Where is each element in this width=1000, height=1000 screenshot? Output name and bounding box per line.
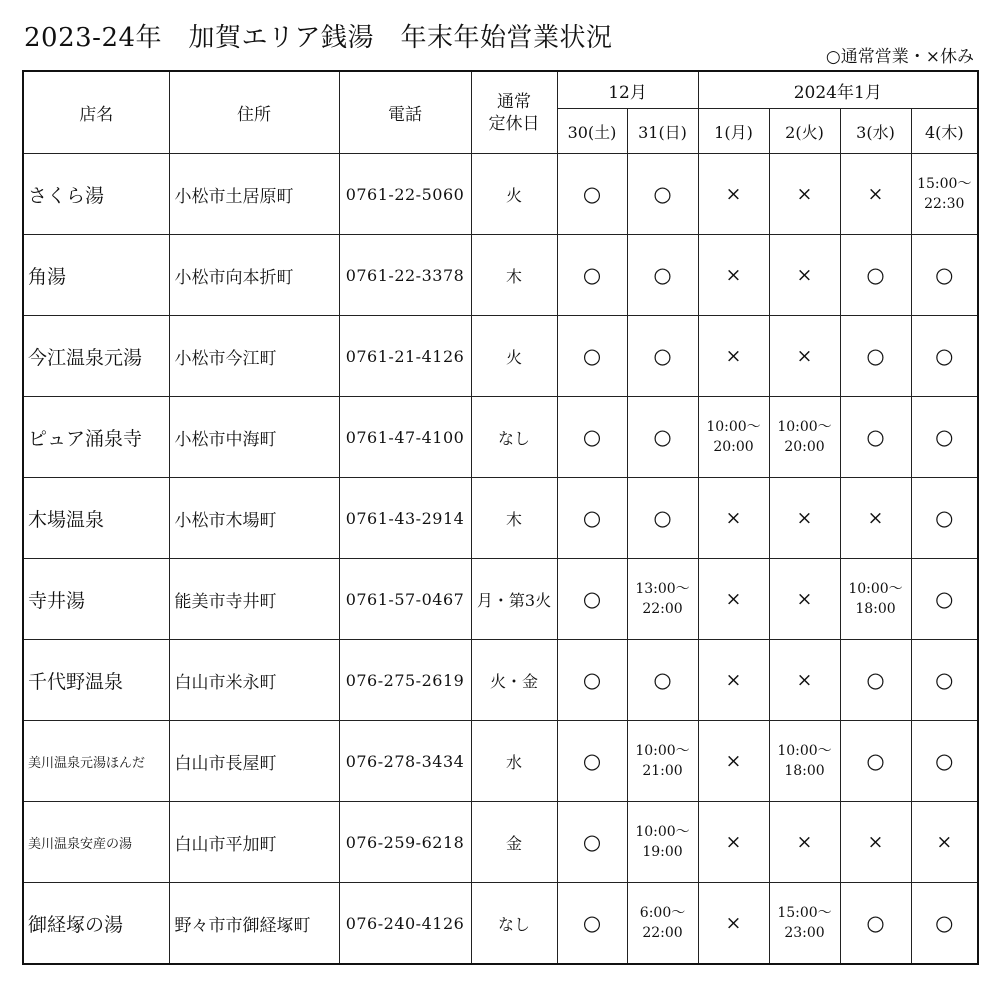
header-name: 店名 <box>23 71 169 154</box>
day-status: ○ <box>911 721 978 802</box>
day-status: ○ <box>627 235 698 316</box>
day-status: ○ <box>557 883 627 965</box>
day-status: × <box>698 316 769 397</box>
day-status: ○ <box>627 640 698 721</box>
day-status: 15:00～ 22:30 <box>911 154 978 235</box>
header-day: 4(木) <box>911 109 978 154</box>
day-status: ○ <box>840 316 911 397</box>
day-status: × <box>769 640 840 721</box>
day-status: ○ <box>840 721 911 802</box>
day-status: ○ <box>557 397 627 478</box>
day-status: 6:00～ 22:00 <box>627 883 698 965</box>
day-status: ○ <box>557 316 627 397</box>
shop-name: さくら湯 <box>23 154 169 235</box>
day-status: 15:00～ 23:00 <box>769 883 840 965</box>
regular-closed-day: 木 <box>471 235 557 316</box>
legend: ○通常営業・×休み <box>825 47 974 67</box>
shop-phone: 0761-43-2914 <box>339 478 471 559</box>
day-status: × <box>769 478 840 559</box>
header-address: 住所 <box>169 71 339 154</box>
day-status: ○ <box>840 397 911 478</box>
table-row <box>23 316 978 397</box>
day-status: × <box>911 802 978 883</box>
shop-phone: 076-240-4126 <box>339 883 471 965</box>
table-row <box>23 154 978 235</box>
day-status: ○ <box>557 478 627 559</box>
day-status: ○ <box>911 478 978 559</box>
shop-phone: 076-275-2619 <box>339 640 471 721</box>
header-day: 30(土) <box>557 109 627 154</box>
day-status: ○ <box>557 235 627 316</box>
table-body <box>23 154 978 965</box>
shop-name: 寺井湯 <box>23 559 169 640</box>
day-status: ○ <box>840 640 911 721</box>
day-status: 10:00～ 20:00 <box>769 397 840 478</box>
header-closed-line2: 定休日 <box>488 113 540 134</box>
day-status: × <box>840 154 911 235</box>
table-row <box>23 559 978 640</box>
table-row <box>23 397 978 478</box>
day-status: ○ <box>627 154 698 235</box>
day-status: ○ <box>627 397 698 478</box>
shop-address: 野々市市御経塚町 <box>169 883 339 965</box>
day-status: ○ <box>627 316 698 397</box>
regular-closed-day: 火 <box>471 154 557 235</box>
table-row <box>23 802 978 883</box>
day-status: ○ <box>911 235 978 316</box>
regular-closed-day: 木 <box>471 478 557 559</box>
day-status: × <box>840 478 911 559</box>
shop-phone: 076-278-3434 <box>339 721 471 802</box>
day-status: × <box>840 802 911 883</box>
day-status: × <box>698 883 769 965</box>
day-status: ○ <box>911 883 978 965</box>
table-row <box>23 640 978 721</box>
day-status: 10:00～ 18:00 <box>840 559 911 640</box>
shop-address: 小松市今江町 <box>169 316 339 397</box>
header-day: 1(月) <box>698 109 769 154</box>
shop-address: 白山市平加町 <box>169 802 339 883</box>
shop-name: 今江温泉元湯 <box>23 316 169 397</box>
shop-name: 美川温泉元湯ほんだ <box>23 721 169 802</box>
table-row <box>23 478 978 559</box>
table-row <box>23 721 978 802</box>
shop-phone: 0761-21-4126 <box>339 316 471 397</box>
table-header <box>23 71 978 154</box>
day-status: 10:00～ 21:00 <box>627 721 698 802</box>
header-month-dec: 12月 <box>557 71 698 109</box>
day-status: × <box>698 640 769 721</box>
day-status: 10:00～ 18:00 <box>769 721 840 802</box>
regular-closed-day: 月・第3火 <box>471 559 557 640</box>
day-status: × <box>769 235 840 316</box>
day-status: × <box>698 235 769 316</box>
header-phone: 電話 <box>339 71 471 154</box>
day-status: ○ <box>557 559 627 640</box>
shop-name: 木場温泉 <box>23 478 169 559</box>
day-status: 10:00～ 20:00 <box>698 397 769 478</box>
header-month-jan: 2024年1月 <box>698 71 978 109</box>
header-day: 3(水) <box>840 109 911 154</box>
header-closed-line1: 通常 <box>497 91 531 112</box>
shop-name: ピュア涌泉寺 <box>23 397 169 478</box>
header-day: 31(日) <box>627 109 698 154</box>
shop-address: 小松市中海町 <box>169 397 339 478</box>
regular-closed-day: 金 <box>471 802 557 883</box>
shop-address: 能美市寺井町 <box>169 559 339 640</box>
regular-closed-day: 水 <box>471 721 557 802</box>
schedule-table <box>22 70 979 965</box>
day-status: × <box>698 478 769 559</box>
day-status: ○ <box>557 154 627 235</box>
header-day: 2(火) <box>769 109 840 154</box>
day-status: ○ <box>911 559 978 640</box>
day-status: × <box>769 154 840 235</box>
day-status: ○ <box>840 883 911 965</box>
regular-closed-day: 火 <box>471 316 557 397</box>
day-status: ○ <box>557 721 627 802</box>
shop-address: 小松市土居原町 <box>169 154 339 235</box>
shop-name: 角湯 <box>23 235 169 316</box>
regular-closed-day: なし <box>471 883 557 965</box>
shop-address: 白山市長屋町 <box>169 721 339 802</box>
shop-name: 美川温泉安産の湯 <box>23 802 169 883</box>
day-status: ○ <box>840 235 911 316</box>
day-status: × <box>698 154 769 235</box>
day-status: ○ <box>557 640 627 721</box>
shop-name: 千代野温泉 <box>23 640 169 721</box>
day-status: × <box>698 721 769 802</box>
shop-address: 小松市木場町 <box>169 478 339 559</box>
day-status: × <box>698 559 769 640</box>
day-status: × <box>769 802 840 883</box>
day-status: 13:00～ 22:00 <box>627 559 698 640</box>
shop-phone: 0761-22-5060 <box>339 154 471 235</box>
day-status: ○ <box>557 802 627 883</box>
shop-name: 御経塚の湯 <box>23 883 169 965</box>
shop-phone: 0761-57-0467 <box>339 559 471 640</box>
day-status: ○ <box>911 397 978 478</box>
table-row <box>23 235 978 316</box>
day-status: × <box>769 316 840 397</box>
shop-phone: 0761-22-3378 <box>339 235 471 316</box>
regular-closed-day: なし <box>471 397 557 478</box>
table-row <box>23 883 978 965</box>
page-title: 2023-24年 加賀エリア銭湯 年末年始営業状況 <box>24 23 613 53</box>
shop-phone: 0761-47-4100 <box>339 397 471 478</box>
shop-phone: 076-259-6218 <box>339 802 471 883</box>
day-status: ○ <box>627 478 698 559</box>
regular-closed-day: 火・金 <box>471 640 557 721</box>
day-status: ○ <box>911 640 978 721</box>
shop-address: 小松市向本折町 <box>169 235 339 316</box>
header-closed-day <box>471 71 557 154</box>
shop-address: 白山市米永町 <box>169 640 339 721</box>
day-status: 10:00～ 19:00 <box>627 802 698 883</box>
day-status: × <box>769 559 840 640</box>
day-status: × <box>698 802 769 883</box>
day-status: ○ <box>911 316 978 397</box>
